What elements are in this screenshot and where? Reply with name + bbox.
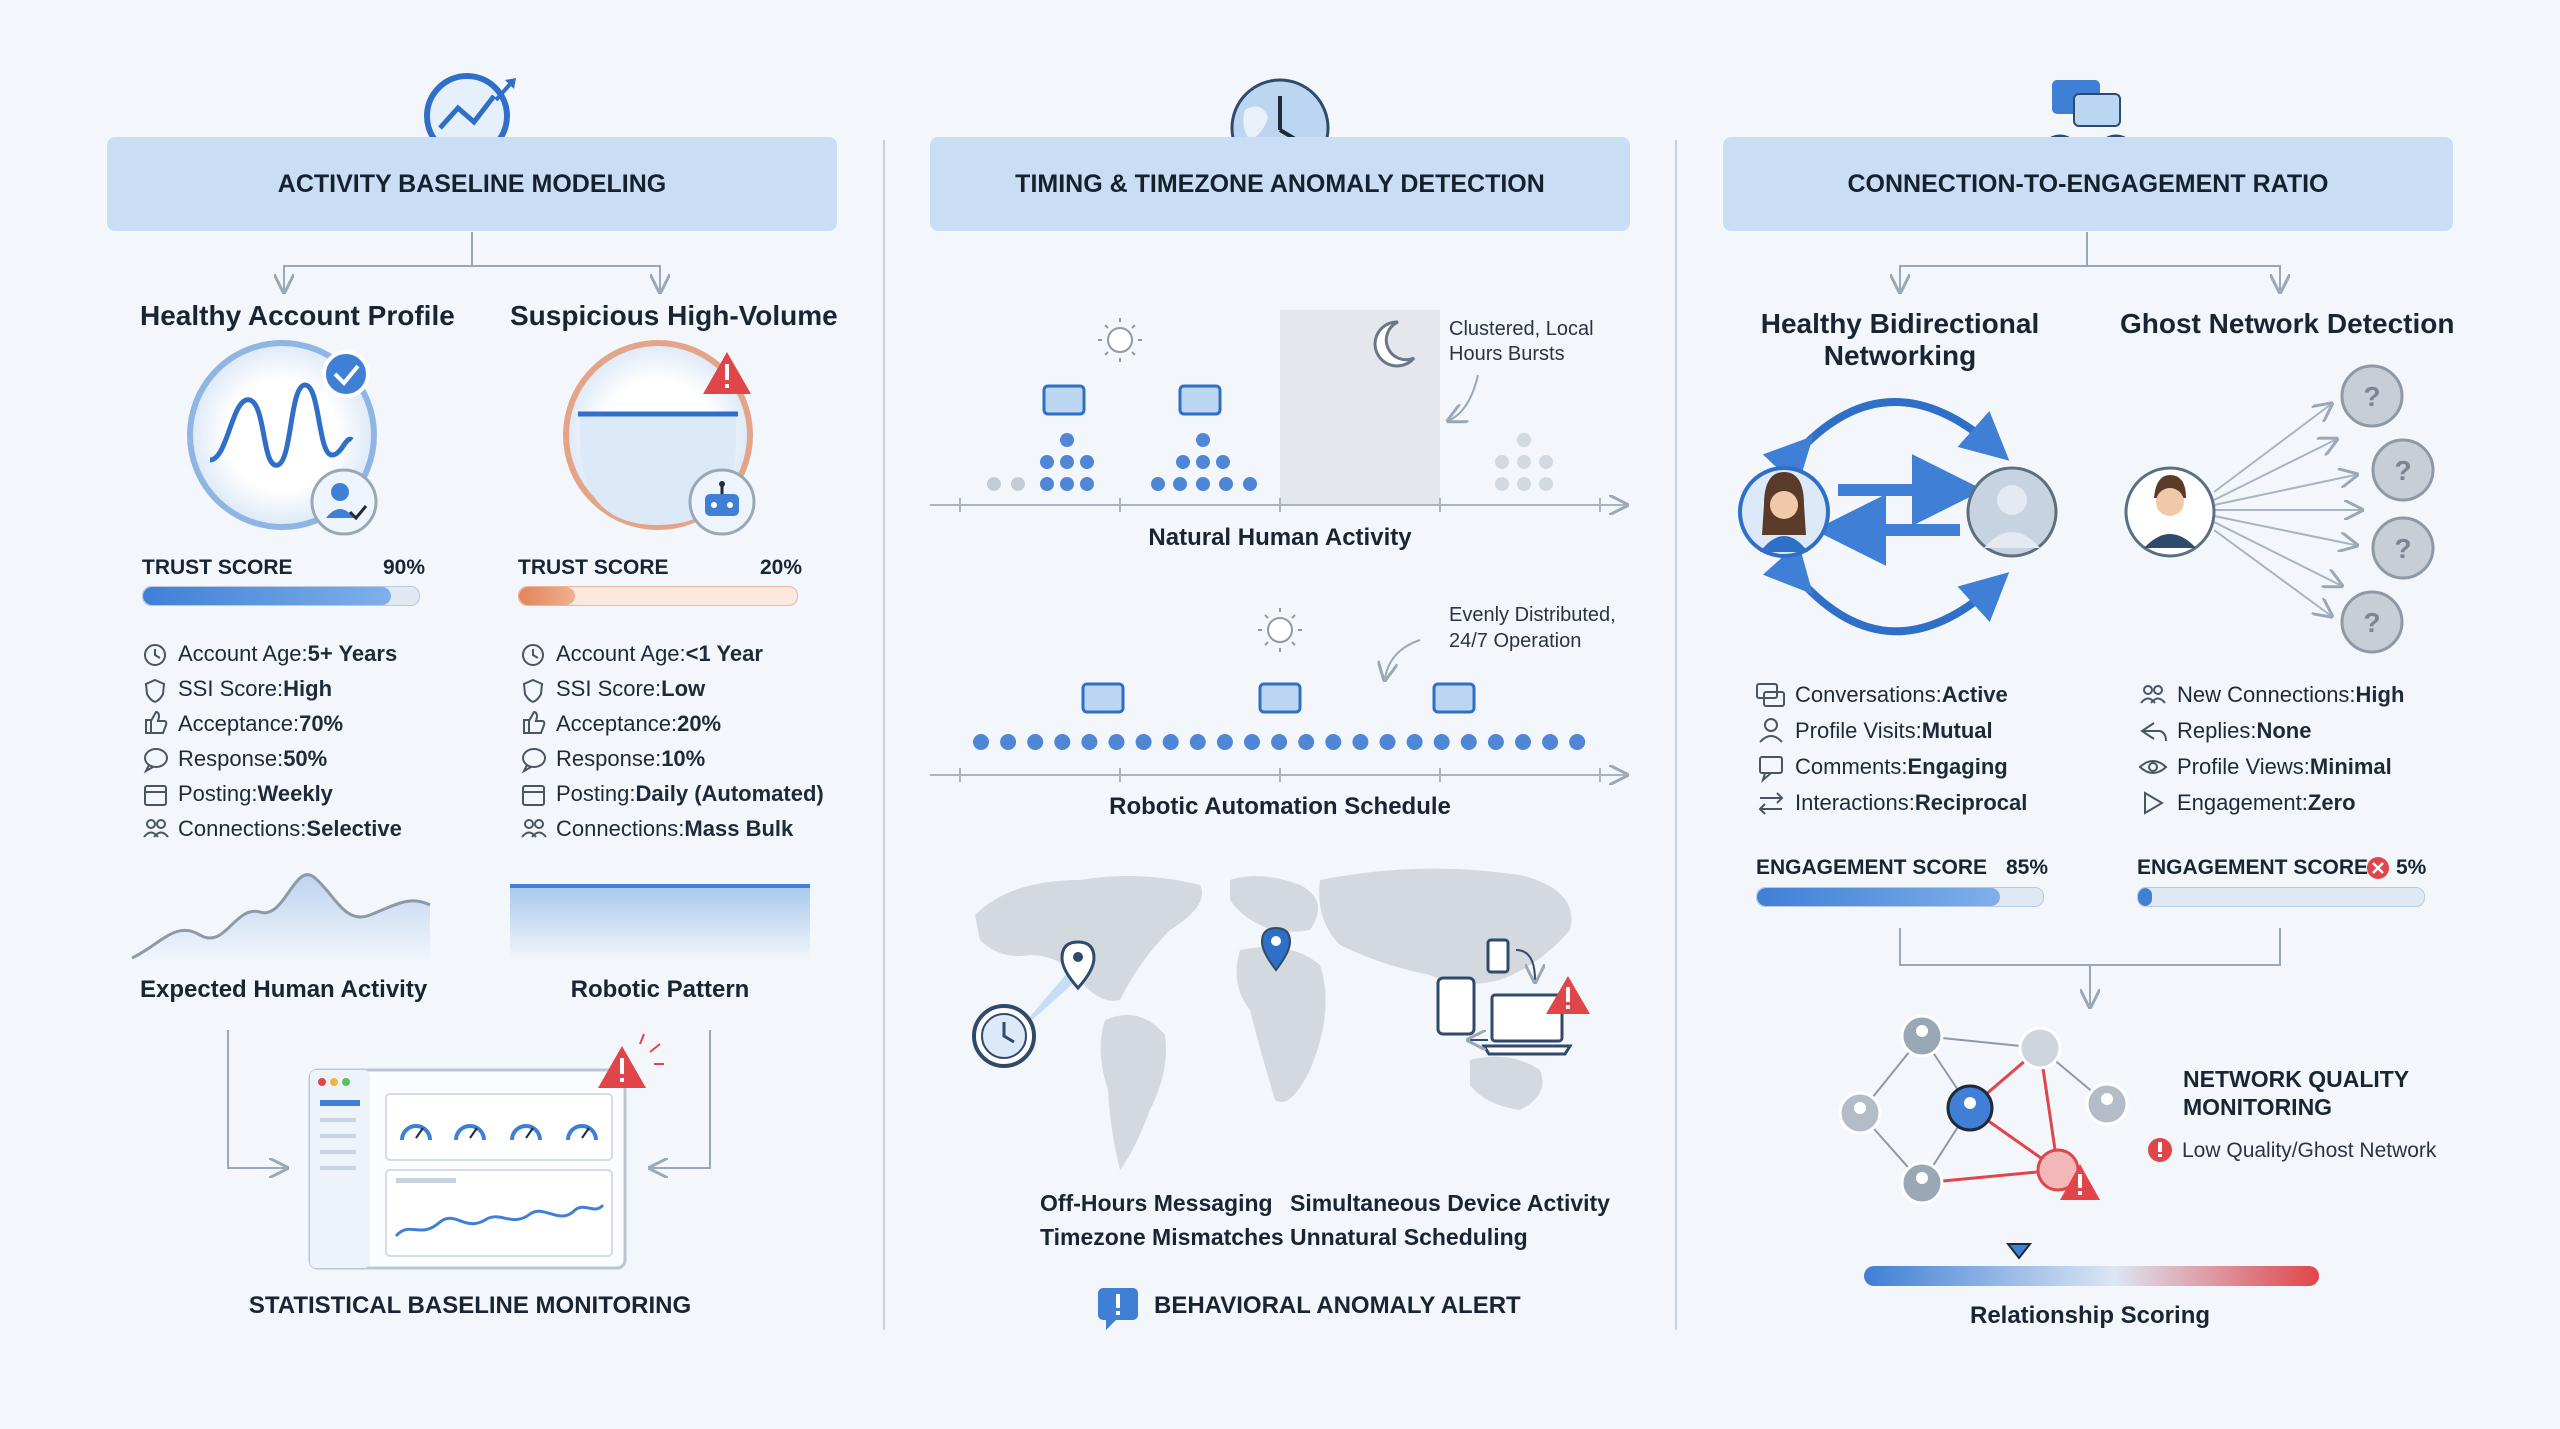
people-icon [522,820,546,837]
sun-icon [1098,318,1142,362]
network-quality-graph [1840,1016,2127,1203]
dashboard-warning-icon [598,1034,664,1088]
baseline-monitoring-label: STATISTICAL BASELINE MONITORING [248,1292,692,1319]
activity-dot [1081,734,1097,750]
ghost-network [2126,366,2433,652]
activity-dot [1407,734,1423,750]
stat-row [2177,790,2356,816]
activity-dot [973,734,989,750]
trust-score-label: TRUST SCORE [142,556,293,579]
stat-value: Zero [2307,790,2356,815]
chat-icon [145,749,167,771]
even-note-line2: 24/7 Operation [1449,630,1582,652]
activity-dot [1298,734,1314,750]
stat-label: Connections: [556,816,685,841]
svg-text:?: ? [2394,455,2412,486]
stat-value: Reciprocal [1914,790,2028,815]
activity-dot [1380,734,1396,750]
stat-row [178,781,333,807]
robotic-pattern-fill [510,886,810,960]
eye-icon [2140,761,2166,773]
activity-dot [1190,734,1206,750]
natural-activity-label: Natural Human Activity [1148,524,1412,551]
stat-label: Connections: [178,816,307,841]
engagement-score-value: 5% [2396,856,2427,879]
engagement-score-bar [2137,887,2425,907]
stat-row [2177,754,2392,780]
header-activity-baseline [107,137,837,231]
header-title: TIMING & TIMEZONE ANOMALY DETECTION [1015,169,1545,198]
reply-icon [2142,723,2166,741]
relationship-score-bar [1864,1244,2319,1286]
stat-value: Mutual [1921,718,1993,743]
chat-icon [523,749,545,771]
stat-value: Weekly [257,781,333,806]
stat-row [1795,790,2027,816]
map-right-line2: Unnatural Scheduling [1290,1224,1528,1250]
stat-value: 70% [299,711,344,736]
alert-bubble-icon [1098,1288,1138,1330]
trust-score-value: 90% [383,556,426,579]
activity-dot [1271,734,1287,750]
stat-value: Low [661,676,706,701]
map-left-line1: Off-Hours Messaging [1040,1190,1273,1216]
header-timing-anomaly [930,137,1630,231]
trust-score-label: TRUST SCORE [518,556,669,579]
calendar-icon [145,786,166,805]
stat-label: New Connections: [2177,682,2356,707]
svg-text:?: ? [2363,607,2381,638]
stat-value: 50% [283,746,328,771]
clock-icon [145,645,165,665]
stat-row [178,746,327,772]
chat-bubbles-icon [1757,684,1784,706]
activity-dot [1136,734,1152,750]
thumbs-up-icon [524,712,544,733]
calendar-icon [523,786,544,805]
network-quality-note: Low Quality/Ghost Network [2182,1139,2437,1162]
activity-dot [1027,734,1043,750]
stat-label: Engagement: [2177,790,2308,815]
activity-dot [1217,734,1233,750]
monitoring-dashboard [310,1070,625,1268]
activity-dot [1000,734,1016,750]
stat-value: Minimal [2309,754,2392,779]
people-icon [144,820,168,837]
stat-label: Comments: [1795,754,1908,779]
stat-label: Account Age: [556,641,686,666]
stat-label: Response: [178,746,284,771]
stat-row [178,816,402,842]
thumbs-up-icon [146,712,166,733]
stat-label: Acceptance: [178,711,300,736]
stat-value: Mass Bulk [684,816,794,841]
stat-label: Profile Views: [2177,754,2310,779]
trust-score-fill [519,587,575,605]
network-quality-title-line2: MONITORING [2183,1094,2333,1120]
stat-row [556,746,705,772]
chat-bubble-icon [1083,684,1474,712]
stat-row [1795,682,2008,708]
stat-label: Posting: [178,781,258,806]
stat-label: SSI Score: [178,676,284,701]
user-avatar-generic [1968,468,2056,556]
stat-row [556,676,705,702]
clock-icon [523,645,543,665]
activity-dot [1461,734,1477,750]
trust-score-bar [518,586,798,606]
user-avatar-female [1740,468,1828,556]
stat-label: Replies: [2177,718,2257,743]
stat-label: Posting: [556,781,636,806]
healthy-profile-title: Healthy Account Profile [140,300,455,331]
stat-label: Acceptance: [556,711,678,736]
stat-value: Selective [306,816,402,841]
clock-icon [974,1006,1034,1066]
engagement-score-fill [1757,888,2000,906]
chat-bubble-icon [1044,386,1220,414]
stat-row [556,816,793,842]
activity-dot [1054,734,1070,750]
network-quality-title-line1: NETWORK QUALITY [2183,1066,2410,1092]
comment-icon [1760,757,1782,780]
ghost-network-title: Ghost Network Detection [2120,308,2455,339]
play-icon [2145,793,2162,813]
robot-icon [690,470,754,534]
stat-row [1795,754,2008,780]
healthy-network-title-line2: Networking [1823,340,1977,371]
activity-dot [1542,734,1558,750]
trust-score-fill [143,587,391,605]
shield-icon [146,680,164,702]
person-icon [1760,719,1782,742]
engagement-score-label: ENGAGEMENT SCORE [2137,856,2369,879]
svg-text:?: ? [2363,381,2381,412]
healthy-network-title-line1: Healthy Bidirectional [1760,308,2040,339]
stat-value: High [2355,682,2405,707]
header-connection-engagement [1723,137,2453,231]
stat-row [556,781,824,807]
activity-dot [1569,734,1585,750]
activity-dot [1163,734,1179,750]
stat-value: 5+ Years [307,641,398,666]
human-activity-wave [132,875,430,960]
stat-value: <1 Year [685,641,763,666]
expected-human-activity-label: Expected Human Activity [140,976,428,1003]
stat-row [178,641,397,667]
stat-row [556,641,763,667]
stat-value: Engaging [1907,754,2008,779]
engagement-score-label: ENGAGEMENT SCORE [1756,856,1988,879]
activity-dot [1109,734,1125,750]
stat-label: Response: [556,746,662,771]
stat-value: Active [1941,682,2008,707]
stat-row [2177,682,2404,708]
info-alert-icon [2148,1138,2172,1162]
behavioral-alert-label: BEHAVIORAL ANOMALY ALERT [1154,1292,1521,1319]
even-note-line1: Evenly Distributed, [1449,604,1616,626]
engagement-score-bar [1756,887,2044,907]
map-left-line2: Timezone Mismatches [1040,1224,1284,1250]
engagement-score-fill [2138,888,2152,906]
stat-label: Profile Visits: [1795,718,1922,743]
stat-row [556,711,721,737]
relationship-scoring-label: Relationship Scoring [1969,1302,2211,1329]
verified-check-icon [324,352,368,396]
user-check-icon [312,470,376,534]
activity-dot [1515,734,1531,750]
header-title: ACTIVITY BASELINE MODELING [277,169,667,198]
stat-row [1795,718,1993,744]
activity-dot [1325,734,1341,750]
activity-dot [1352,734,1368,750]
error-icon [2367,857,2389,879]
robotic-schedule-label: Robotic Automation Schedule [1109,793,1451,820]
stat-value: Daily (Automated) [635,781,824,806]
stat-value: None [2256,718,2312,743]
people-icon [2141,686,2165,703]
swap-arrows-icon [1760,793,1782,814]
clustered-note-line2: Hours Bursts [1449,343,1565,365]
activity-dot [1244,734,1260,750]
svg-text:?: ? [2394,533,2412,564]
map-right-line1: Simultaneous Device Activity [1290,1190,1610,1216]
stat-value: High [283,676,333,701]
stat-label: Interactions: [1795,790,1915,815]
header-title: CONNECTION-TO-ENGAGEMENT RATIO [1847,169,2329,198]
robotic-pattern-label: Robotic Pattern [570,976,750,1003]
activity-dot [1488,734,1504,750]
sun-icon [1258,608,1302,652]
stat-row [178,676,332,702]
user-avatar-male [2126,468,2214,556]
trust-score-value: 20% [760,556,803,579]
stat-row [2177,718,2311,744]
shield-icon [524,680,542,702]
stat-label: Account Age: [178,641,308,666]
stat-value: 10% [661,746,706,771]
trust-score-bar [142,586,420,606]
clustered-note-line1: Clustered, Local [1449,318,1594,340]
engagement-score-value: 85% [2006,856,2049,879]
world-map [975,869,1571,1170]
suspicious-title: Suspicious High-Volume [510,300,838,331]
stat-label: Conversations: [1795,682,1942,707]
activity-dot [1434,734,1450,750]
stat-row [178,711,343,737]
robotic-schedule-timeline [930,734,1625,782]
stat-value: 20% [677,711,722,736]
stat-label: SSI Score: [556,676,662,701]
